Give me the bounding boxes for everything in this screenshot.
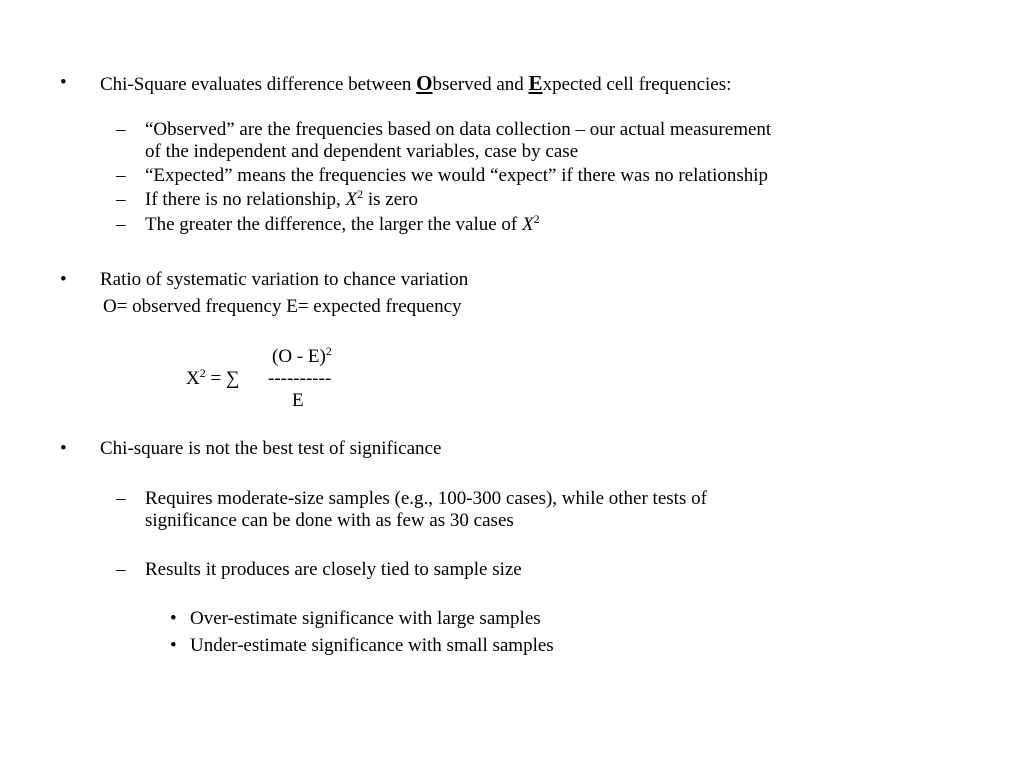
observed-letter: O [416,71,433,95]
sub-bullet-sample-size-line2: significance can be done with as few as 30 cases [145,510,514,531]
bullet-marker: • [170,608,177,629]
dash-marker: – [116,214,126,235]
sub-bullet-observed-line2: of the independent and dependent variables, case by case [145,141,579,162]
bullet-marker: • [60,269,67,290]
sub-sub-bullet-overestimate: Over-estimate significance with large samples [190,608,541,629]
definitions-line: O= observed frequency E= expected frequency [103,296,462,317]
equals-sigma: = ∑ [205,368,240,389]
dash-marker: – [116,488,126,509]
formula-lhs [186,368,240,390]
superscript: 2 [325,344,332,358]
dash-marker: – [116,165,126,186]
bullet-ratio: Ratio of systematic variation to chance variation [100,269,469,290]
formula-denominator: E [292,390,304,411]
dash-marker: – [116,119,126,140]
bullet-marker: • [170,635,177,656]
numerator-text: (O - E) [272,346,326,367]
formula-numerator [272,346,332,368]
superscript: 2 [357,187,364,201]
text-segment: Chi-Square evaluates difference between [100,74,417,95]
sub-bullet-observed-line1: “Observed” are the frequencies based on data collection – our actual measurement [145,119,772,140]
bullet-chi-square-definition [100,72,731,96]
text-segment: bserved and [432,74,529,95]
chi-symbol: X [522,214,534,235]
bullet-marker: • [60,72,67,93]
dash-marker: – [116,189,126,210]
text-segment: If there is no relationship, [145,189,346,210]
sub-bullet-expected: “Expected” means the frequencies we would “expect” if there was no relationship [145,165,769,186]
superscript: 2 [533,212,540,226]
expected-letter: E [528,71,543,95]
text-segment: is zero [363,189,418,210]
chi-symbol: X [186,368,200,389]
dash-marker: – [116,559,126,580]
text-segment: xpected cell frequencies: [542,74,732,95]
bullet-marker: • [60,438,67,459]
sub-bullet-greater-difference [145,214,540,236]
sub-sub-bullet-underestimate: Under-estimate significance with small samples [190,635,554,656]
formula-fraction-bar: ---------- [268,368,332,389]
sub-bullet-tied-to-size: Results it produces are closely tied to sample size [145,559,522,580]
sub-bullet-no-relationship [145,189,418,211]
sub-bullet-sample-size-line1: Requires moderate-size samples (e.g., 100-300 cases), while other tests of [145,488,707,509]
text-segment: The greater the difference, the larger the value of [145,214,522,235]
superscript: 2 [199,366,206,380]
chi-symbol: X [345,189,358,210]
bullet-not-best-test: Chi-square is not the best test of significance [100,438,442,459]
